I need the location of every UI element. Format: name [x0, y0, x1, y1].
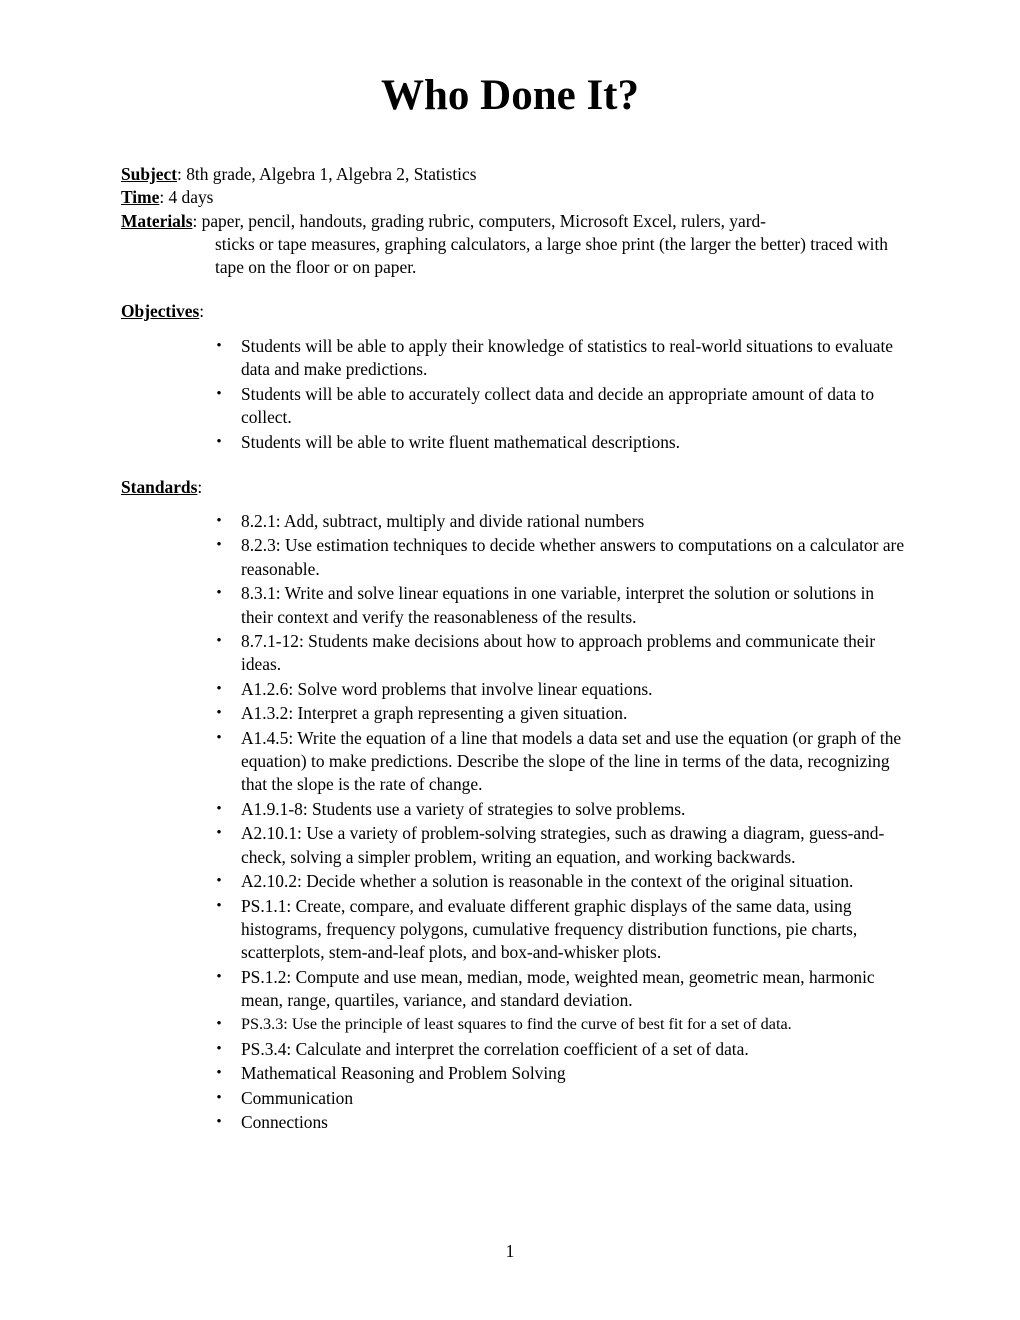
standard-text: PS.3.3: Use the principle of least squares to find the curve of best fit for a set of data.	[241, 1015, 792, 1034]
subject-row	[121, 163, 911, 186]
list-item	[216, 1038, 906, 1061]
list-item	[216, 895, 906, 965]
list-item	[216, 431, 906, 454]
list-item	[216, 678, 906, 701]
bullet-icon: •	[216, 537, 222, 554]
standard-text: PS.3.4: Calculate and interpret the correlation coefficient of a set of data.	[241, 1038, 749, 1059]
standard-text: Connections	[241, 1112, 328, 1133]
bullet-icon: •	[216, 873, 222, 890]
list-item	[216, 702, 906, 725]
list-item	[216, 630, 906, 677]
list-item	[216, 383, 906, 430]
standard-text: 8.2.3: Use estimation techniques to decide whether answers to computations on a calculator are reasonable.	[241, 535, 905, 579]
list-item	[216, 534, 906, 581]
list-item	[216, 510, 906, 533]
time-label: Time	[121, 187, 160, 208]
time-row	[121, 186, 911, 209]
bullet-icon: •	[216, 338, 222, 354]
page-number: 1	[505, 1241, 515, 1261]
standard-text: A2.10.2: Decide whether a solution is reasonable in the context of the original situation.	[241, 871, 854, 892]
materials-row	[121, 210, 911, 233]
standards-heading: Standards:	[121, 477, 203, 497]
bullet-icon: •	[216, 897, 222, 914]
standard-text: 8.7.1-12: Students make decisions about how to approach problems and communicate their ideas.	[241, 631, 876, 675]
bullet-icon: •	[216, 800, 222, 817]
objectives-heading-label: Objectives	[121, 301, 200, 321]
list-item	[216, 1013, 906, 1036]
list-item	[216, 798, 906, 821]
standard-text: A2.10.1: Use a variety of problem-solving strategies, such as drawing a diagram, guess-and-check, solving a simpler problem, writing an equation, and working backwards.	[241, 823, 885, 867]
list-item	[216, 1111, 906, 1134]
bullet-icon: •	[216, 433, 222, 450]
subject-label: Subject	[121, 164, 178, 184]
list-item	[216, 582, 906, 629]
materials-value-first: : paper, pencil, handouts, grading rubric, computers, Microsoft Excel, rulers, yard-	[192, 210, 766, 231]
objectives-heading: Objectives:	[121, 301, 205, 321]
bullet-icon: •	[216, 1016, 222, 1033]
objective-text: Students will be able to accurately collect data and decide an appropriate amount of data to collect.	[241, 383, 875, 428]
bullet-icon: •	[216, 825, 222, 842]
standard-text: Mathematical Reasoning and Problem Solving	[241, 1063, 566, 1084]
bullet-icon: •	[216, 513, 222, 529]
bullet-icon: •	[216, 633, 222, 650]
bullet-icon: •	[216, 385, 222, 402]
standard-text: PS.1.1: Create, compare, and evaluate different graphic displays of the same data, using histograms, frequency polygons, cumulative frequency distribution functions, pie charts, scatterplots, stem-and-leaf plots, and box-and-whisker plots.	[241, 895, 858, 963]
list-item	[216, 870, 906, 893]
list-item	[216, 727, 906, 797]
standard-text: 8.3.1: Write and solve linear equations in one variable, interpret the solution or solutions in their context and verify the reasonableness of the results.	[241, 583, 875, 627]
standard-text: A1.2.6: Solve word problems that involve linear equations.	[241, 678, 653, 699]
standard-text: 8.2.1: Add, subtract, multiply and divide rational numbers	[241, 511, 645, 531]
bullet-icon: •	[216, 1089, 222, 1106]
list-item	[216, 1062, 906, 1085]
page-title: Who Done It?	[380, 72, 640, 119]
bullet-icon: •	[216, 680, 222, 697]
standard-text: PS.1.2: Compute and use mean, median, mode, weighted mean, geometric mean, harmonic mean, range, quartiles, variance, and standard deviation.	[241, 966, 875, 1010]
standard-text: Communication	[241, 1087, 354, 1108]
bullet-icon: •	[216, 729, 222, 746]
bullet-icon: •	[216, 1065, 222, 1082]
lesson-meta	[121, 163, 911, 279]
bullet-icon: •	[216, 585, 222, 602]
bullet-icon: •	[216, 1040, 222, 1057]
standards-heading-label: Standards	[121, 477, 198, 497]
subject-value: : 8th grade, Algebra 1, Algebra 2, Statistics	[177, 164, 477, 184]
list-item	[216, 966, 906, 1013]
bullet-icon: •	[216, 1114, 222, 1131]
bullet-icon: •	[216, 968, 222, 985]
time-value: : 4 days	[159, 187, 214, 208]
bullet-icon: •	[216, 705, 222, 722]
materials-label: Materials	[121, 210, 193, 231]
materials-value-rest: sticks or tape measures, graphing calculators, a large shoe print (the larger the better) traced with tape on the floor or on paper.	[215, 233, 888, 278]
standards-list	[216, 510, 906, 1136]
list-item	[216, 1087, 906, 1110]
list-item	[216, 822, 906, 869]
objective-text: Students will be able to apply their knowledge of statistics to real-world situations to evaluate data and make predictions.	[241, 336, 894, 380]
objective-text: Students will be able to write fluent mathematical descriptions.	[241, 431, 681, 452]
standard-text: A1.9.1-8: Students use a variety of strategies to solve problems.	[241, 798, 686, 819]
objectives-list	[216, 335, 906, 455]
standard-text: A1.4.5: Write the equation of a line that models a data set and use the equation (or graph of the equation) to make predictions. Describe the slope of the line in terms of the data, recognizing that the slope is the rate of change.	[241, 727, 902, 795]
list-item	[216, 335, 906, 382]
standard-text: A1.3.2: Interpret a graph representing a given situation.	[241, 703, 628, 724]
